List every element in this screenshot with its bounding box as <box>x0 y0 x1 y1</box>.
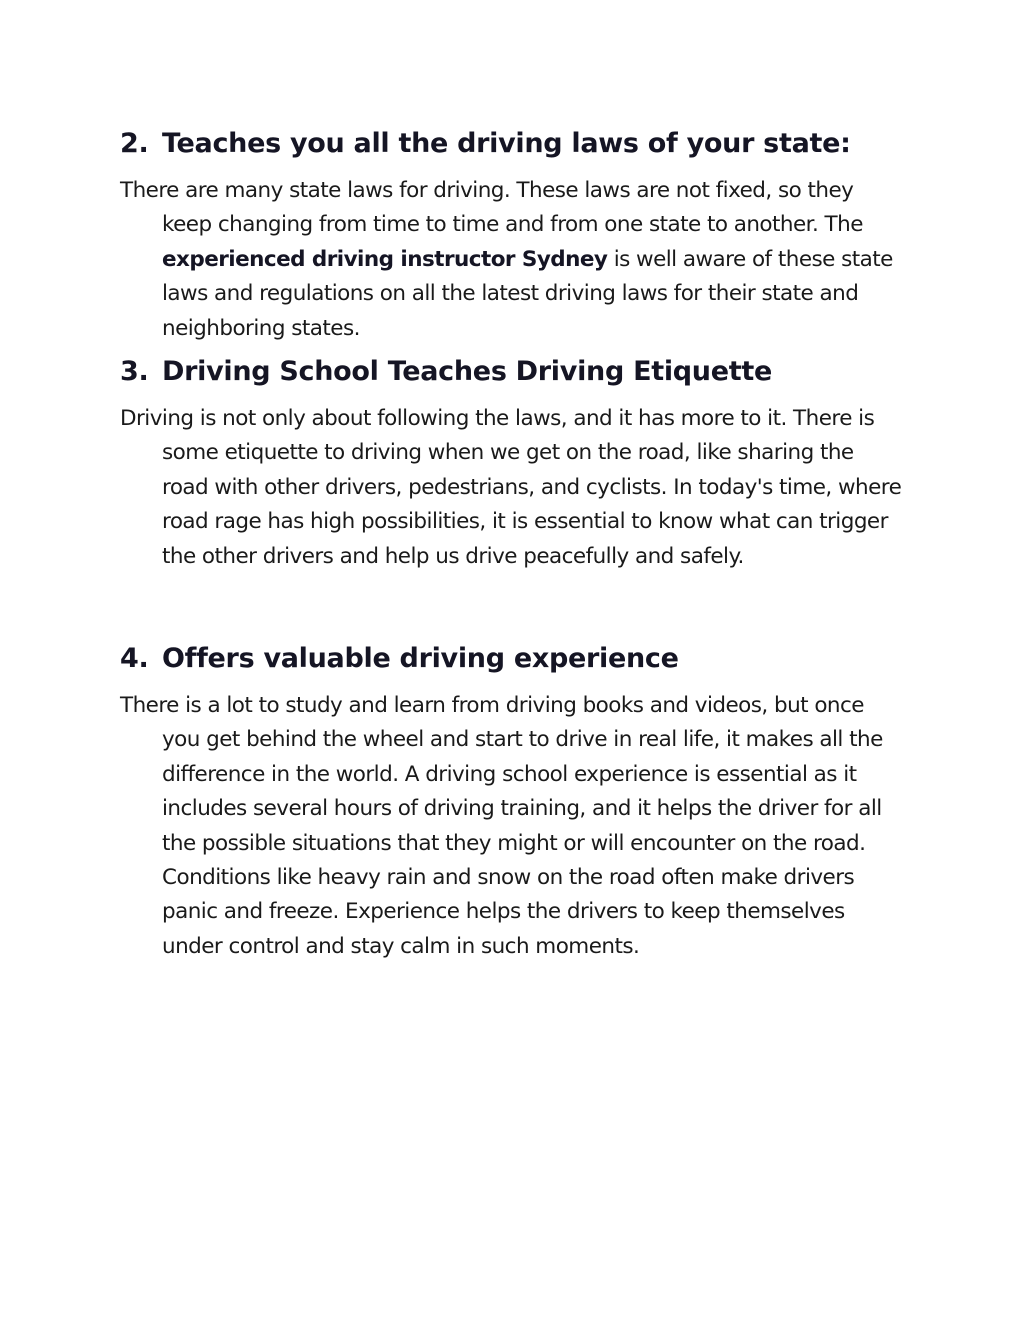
keyword-link-text: experienced driving instructor Sydney <box>162 246 608 272</box>
section-body: There is a lot to study and learn from driving books and videos, but once you get behind the wheel and start to drive in real life, it makes all the difference in the world. A driving school experience is essential as it includes several hours of driving training, and it helps the driver for all the possible situations that they might or will encounter on the road. Conditions like heavy rain and snow on the road often make drivers panic and freeze. Experience helps the drivers to keep themselves under control and stay calm in such moments. <box>120 693 883 959</box>
section-number: 4. <box>120 643 149 674</box>
section-number: 3. <box>120 356 149 387</box>
section-number: 2. <box>120 128 149 159</box>
body-text: There are many state laws for driving. These laws are not fixed, so they keep changing from time to time and from one state to another. The <box>120 178 863 238</box>
section-title: Driving School Teaches Driving Etiquette <box>162 356 772 387</box>
section-driving-etiquette <box>120 354 905 574</box>
section-heading <box>120 641 905 677</box>
section-body <box>120 174 905 346</box>
section-body: Driving is not only about following the laws, and it has more to it. There is some etiquette to driving when we get on the road, like sharing the road with other drivers, pedestrians, and cyclists. In today's time, where road rage has high possibilities, it is essential to know what can trigger the other drivers and help us drive peacefully and safely. <box>120 406 902 569</box>
body-text: is well aware of these state laws and regulations on all the latest driving laws for their state and neighboring states. <box>162 246 893 341</box>
section-title: Teaches you all the driving laws of your state: <box>162 128 851 159</box>
section-heading <box>120 126 905 162</box>
section-heading <box>120 354 905 390</box>
section-driving-laws <box>120 126 905 346</box>
section-driving-experience <box>120 641 905 964</box>
section-title: Offers valuable driving experience <box>162 643 679 674</box>
